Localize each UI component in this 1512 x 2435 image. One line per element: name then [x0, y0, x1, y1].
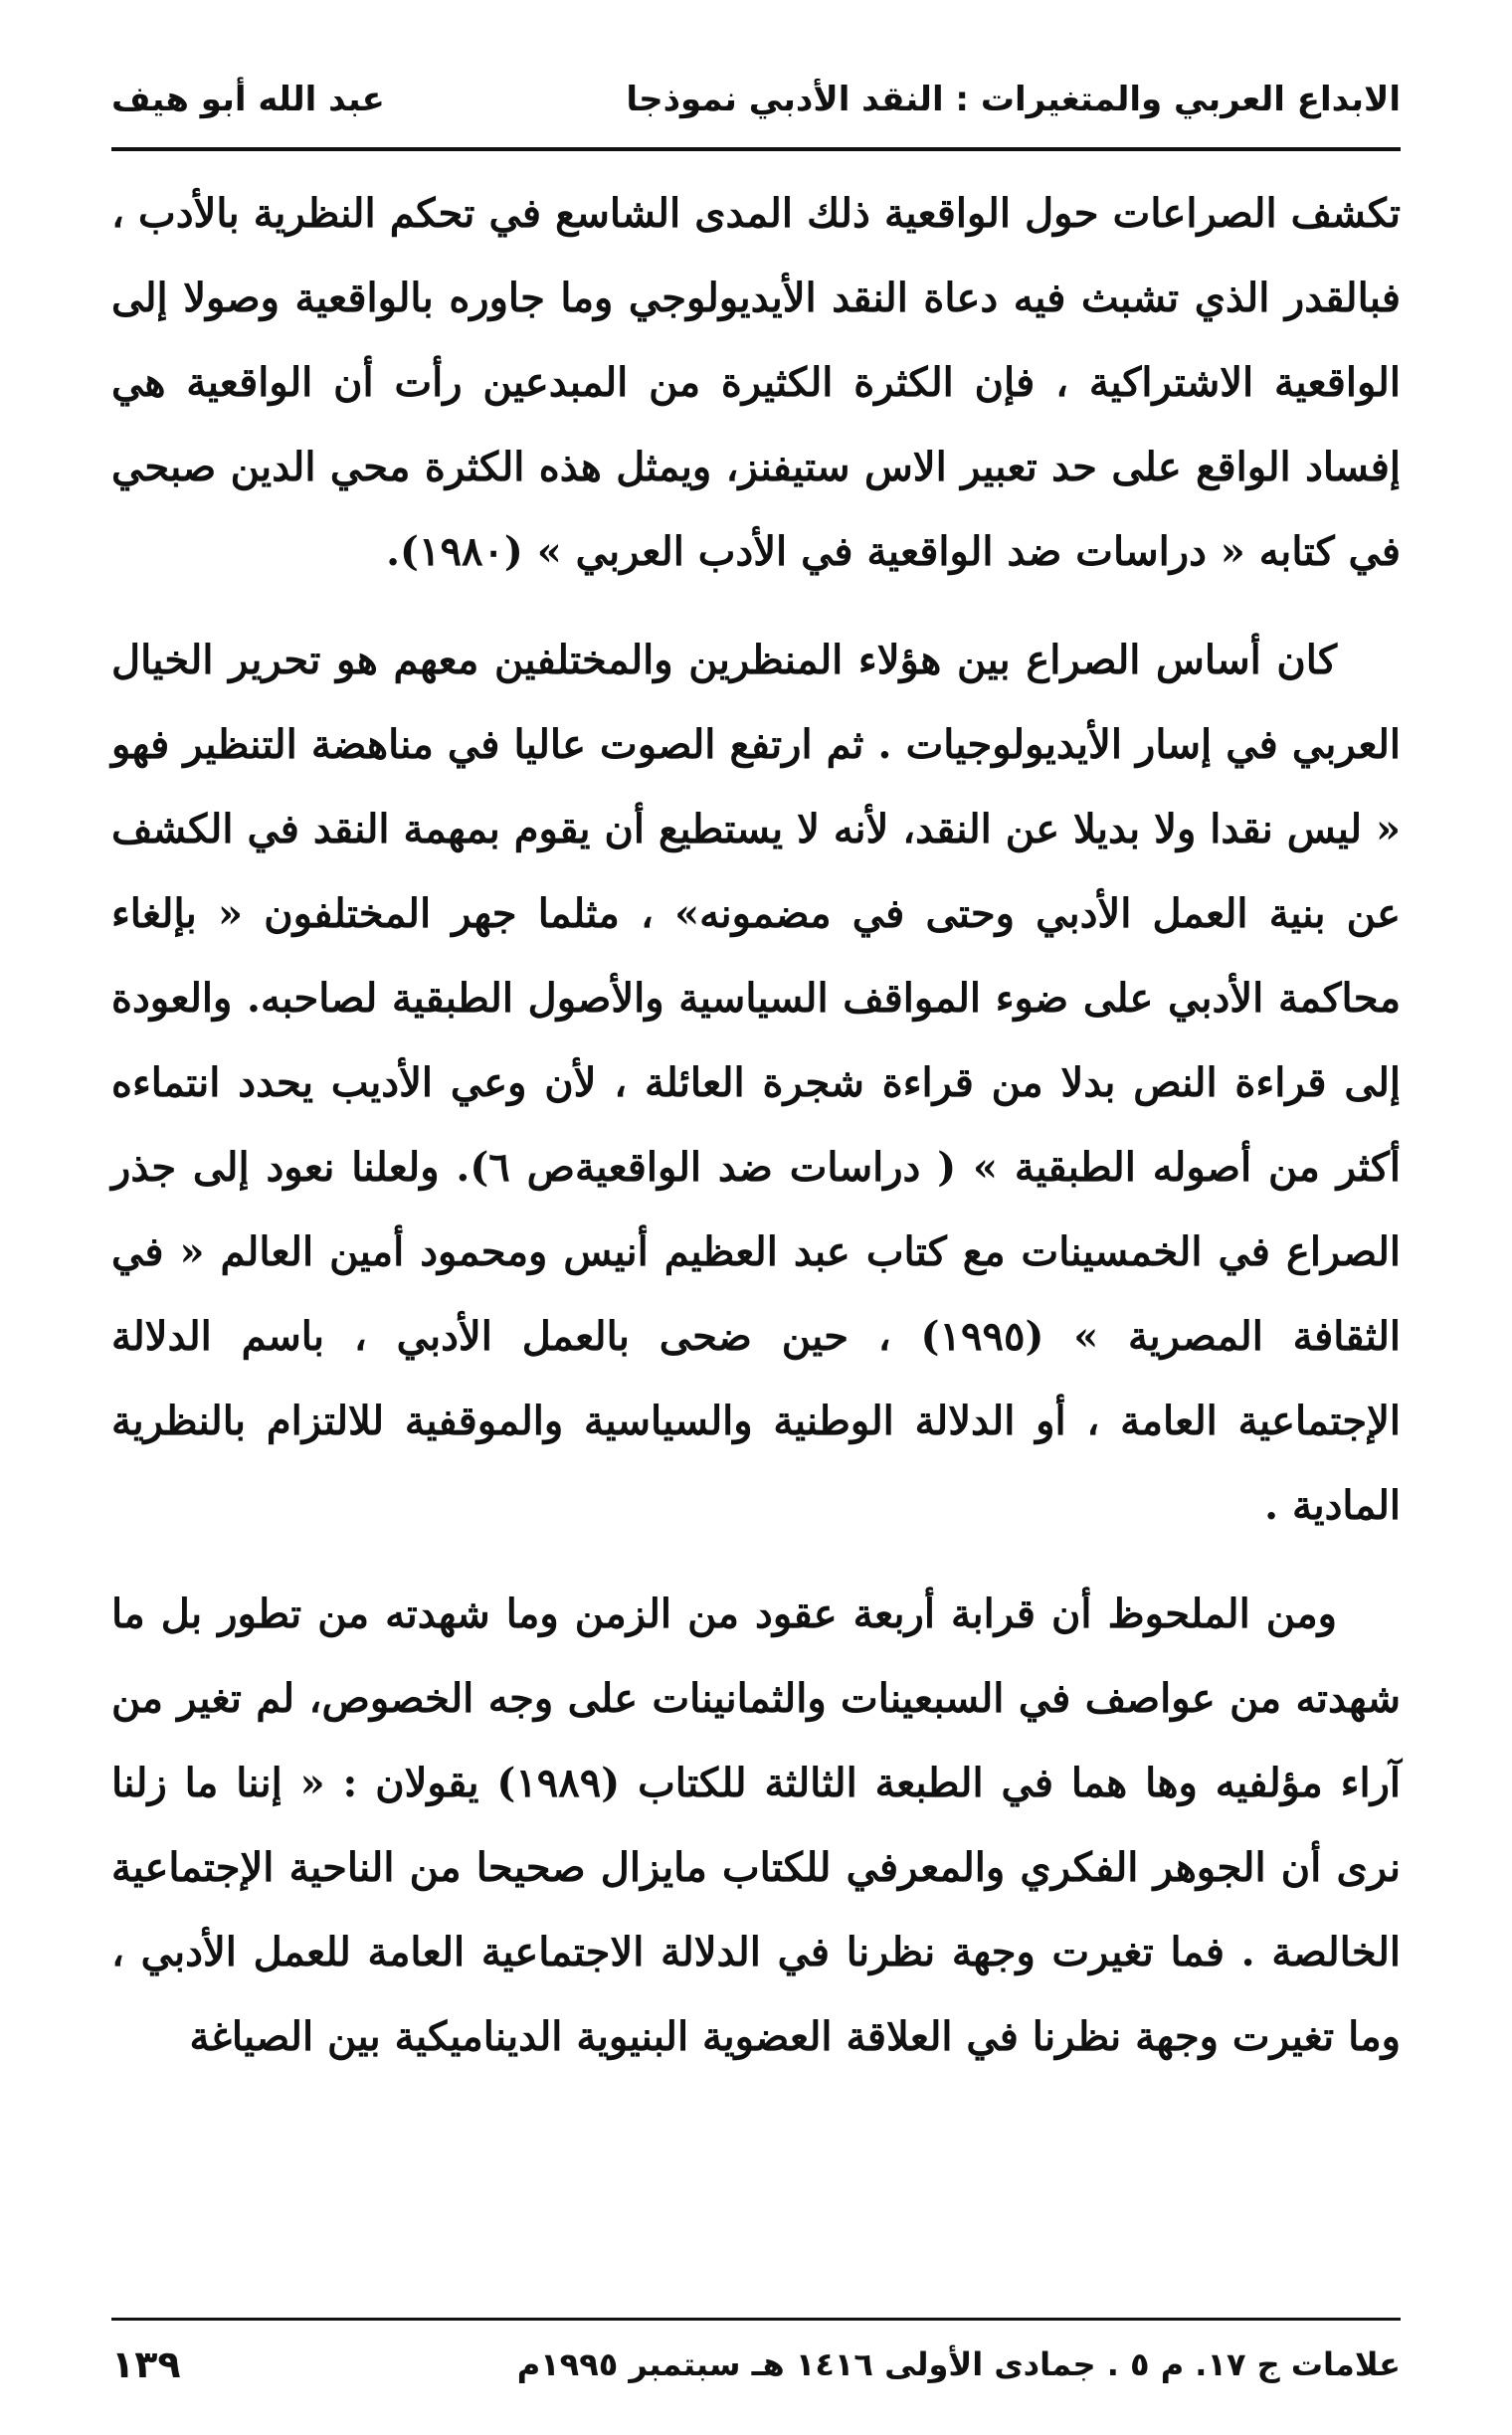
- footer-issue-info: علامات ج ١٧. م ٥ . جمادى الأولى ١٤١٦ هـ سبتمبر ١٩٩٥م: [516, 2345, 1401, 2383]
- article-body: [111, 171, 1401, 2103]
- paragraph-3: ومن الملحوظ أن قرابة أربعة عقود من الزمن وما شهدته من تطور بل ما شهدته من عواصف في السبعينات والثمانينات على وجه الخصوص، لم تغير من آراء مؤلفيه وها هما في الطبعة الثالثة للكتاب (١٩٨٩) يقولان : « إننا ما زلنا نرى أن الجوهر الفكري والمعرفي للكتاب مايزال صحيحا من الناحية الإجتماعية الخالصة . فما تغيرت وجهة نظرنا في الدلالة الاجتماعية العامة للعمل الأدبي ، وما تغيرت وجهة نظرنا في العلاقة العضوية البنيوية الديناميكية بين الصياغة: [111, 1591, 1402, 2060]
- header-title: الابداع العربي والمتغيرات : النقد الأدبي نموذجا: [626, 80, 1401, 119]
- page-footer: [111, 2330, 1401, 2399]
- paragraph-1: تكشف الصراعات حول الواقعية ذلك المدى الشاسع في تحكم النظرية بالأدب ، فبالقدر الذي تشبث فيه دعاة النقد الأيديولوجي وما جاوره بالواقعية وصولا إلى الواقعية الاشتراكية ، فإن الكثرة الكثيرة من المبدعين رأت أن الواقعية هي إفساد الواقع على حد تعبير الاس ستيفنز، ويمثل هذه الكثرة محي الدين صبحي في كتابه « دراسات ضد الواقعية في الأدب العربي » (١٩٨٠).: [111, 190, 1401, 575]
- header-rule: [111, 147, 1401, 151]
- running-header: [111, 60, 1401, 139]
- page-number: ١٣٩: [111, 2342, 181, 2386]
- header-author: عبد الله أبو هيف: [111, 80, 385, 119]
- paragraph-2: كان أساس الصراع بين هؤلاء المنظرين والمختلفين معهم هو تحرير الخيال العربي في إسار الأيديولوجيات . ثم ارتفع الصوت عاليا في مناهضة التنظير فهو « ليس نقدا ولا بديلا عن النقد، لأنه لا يستطيع أن يقوم بمهمة النقد في الكشف عن بنية العمل الأدبي وحتى في مضمونه» ، مثلما جهر المختلفون « بإلغاء محاكمة الأدبي على ضوء المواقف السياسية والأصول الطبقية لصاحبه. والعودة إلى قراءة النص بدلا من قراءة شجرة العائلة ، لأن وعي الأديب يحدد انتماءه أكثر من أصوله الطبقية » ( دراسات ضد الواقعيةص ٦). ولعلنا نعود إلى جذر الصراع في الخمسينات مع كتاب عبد العظيم أنيس ومحمود أمين العالم « في الثقافة المصرية » (١٩٩٥) ، حين ضحى بالعمل الأدبي ، باسم الدلالة الإجتماعية العامة ، أو الدلالة الوطنية والسياسية والموقفية للالتزام بالنظرية المادية .: [111, 637, 1402, 1529]
- footer-rule: [111, 2318, 1401, 2321]
